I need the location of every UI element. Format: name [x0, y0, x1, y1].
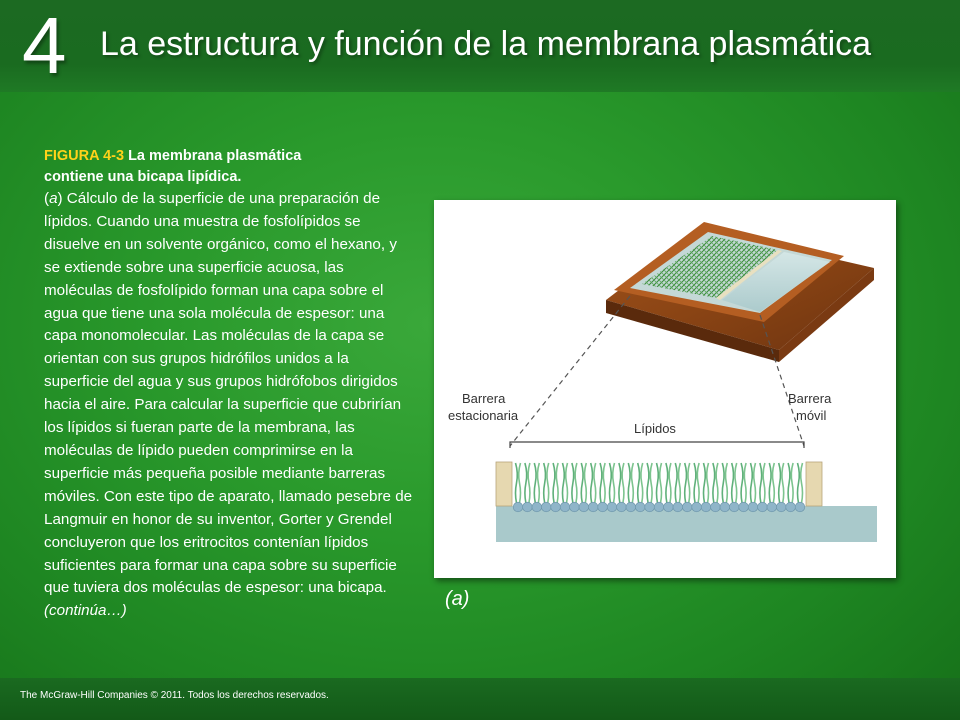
panel-reference: a: [49, 190, 58, 207]
caption-heading-line-1: La membrana plasmática: [128, 148, 302, 164]
trough-apparatus: [606, 222, 874, 362]
figure-caption: [44, 146, 414, 623]
label-stationary-barrier-1: Barrera: [462, 391, 506, 406]
continued-note: (continúa…): [44, 602, 127, 620]
caption-heading-line-2: contiene una bicapa lipídica.: [44, 169, 242, 185]
label-lipids: Lípidos: [634, 421, 676, 436]
chapter-number: 4: [22, 1, 67, 90]
caption-heading: [44, 146, 414, 188]
mobile-barrier: [806, 462, 822, 506]
slide-footer: [0, 678, 960, 720]
caption-body: (a) Cálculo de la superficie de una preparación de lípidos. Cuando una muestra de fosfolípidos se disuelve en un solvente orgánico, como el hexano, y se extiende sobre una superficie acuosa, las moléculas de fosfolípido forman una capa sobre el agua que tiene una sola molécula de espesor: una capa monomolecular. Las moléculas de la capa se orientan con sus grupos hidrófilos unidos a la superficie del agua y sus grupos hidrófobos dirigidos hacia el aire. Para calcular la superficie que cubrirían los lípidos si fueran parte de la membrana, las moléculas de lípido pueden comprimirse en la superficie más pequeña posible mediante barreras móviles. Con este tipo de aparato, llamado pesebre de Langmuir en honor de su inventor, Gorter y Grendel concluyeron que los eritrocitos contenían lípidos suficientes para formar una capa sobre su superficie que tuviera dos moléculas de espesor: una bicapa. (continúa…): [44, 190, 413, 620]
lipid-monolayer: [513, 463, 805, 512]
label-mobile-barrier-2: móvil: [796, 408, 827, 423]
slide-header: [0, 0, 960, 92]
label-mobile-barrier-1: Barrera: [788, 391, 832, 406]
caption-body-text: Cálculo de la superficie de una preparación de lípidos. Cuando una muestra de fosfolípidos se disuelve en un solvente orgánico, como el hexano, y se extiende sobre una superficie acuosa, las moléculas de fosfolípido forman una capa sobre el agua que tiene una sola molécula de espesor: una capa monomolecular. Las moléculas de la capa se orientan con sus grupos hidrófilos unidos a la superficie del agua y sus grupos hidrófobos dirigidos hacia el aire. Para calcular la superficie que cubrirían los lípidos si fueran parte de la membrana, las moléculas de lípido pueden comprimirse en la superficie más pequeña posible mediante barreras móviles. Con este tipo de aparato, llamado pesebre de Langmuir en honor de su inventor, Gorter y Grendel concluyeron que los eritrocitos contenían lípidos suficientes para formar una capa sobre su superficie que tuviera dos moléculas de espesor: una bicapa.: [44, 190, 413, 597]
figure-label: FIGURA 4-3: [44, 148, 125, 164]
slide-title: La estructura y función de la membrana plasmática: [100, 25, 872, 63]
label-stationary-barrier-2: estacionaria: [448, 408, 519, 423]
copyright-text: The McGraw-Hill Companies © 2011. Todos los derechos reservados.: [20, 690, 329, 701]
langmuir-trough-figure: [434, 200, 896, 578]
panel-label: (a): [445, 588, 470, 610]
stationary-barrier: [496, 462, 512, 506]
